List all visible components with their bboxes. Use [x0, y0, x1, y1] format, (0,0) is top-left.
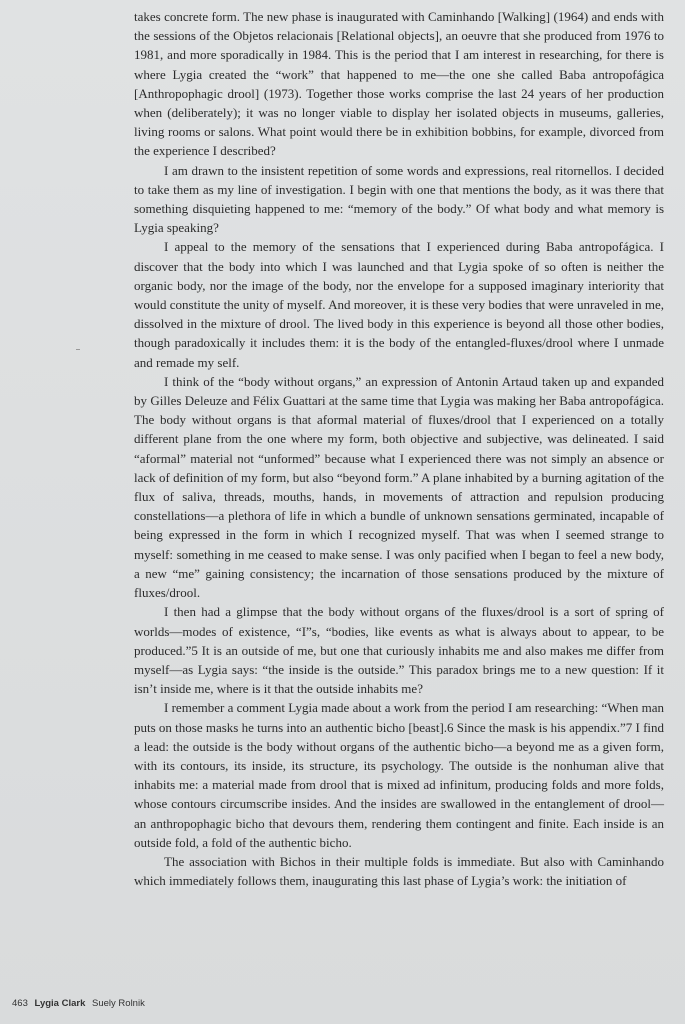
paragraph-6: I remember a comment Lygia made about a work from the period I am researching: “When man puts on those masks he turns into an authentic bicho [beast].6 Since the mask is his appendix.”7 I find a lead: the outside is the body without organs of the authentic bicho—a beyond me as a given form, with its contours, its inside, its structure, its psychology. The outside is the nonhuman alive that inhabits me: a material made from drool that is mixed ad infinitum, producing folds and more folds, whose contours circumscribe insides. And the insides are swallowed in the entanglement of drool—an anthropophagic bicho that devours them, rendering them contingent and finite. Each inside is an outside fold, a fold of the authentic bicho. — [134, 700, 665, 850]
author-name: Suely Rolnik — [92, 998, 145, 1009]
paragraph-4: I think of the “body without organs,” an expression of Antonin Artaud taken up and expanded by Gilles Deleuze and Félix Guattari at the same time that Lygia was making her Baba antropofágica. The body without organs is that aformal material of fluxes/drool that I experienced on a totally different plane from the one where my form, both objective and subjective, was delineated. I said “aformal” material not “unformed” because what I experienced there was not simply an absence or lack of definition of my form, but also “beyond form.” A plane inhabited by a burning agitation of the flux of saliva, threads, mouths, hands, in movements of attraction and repulsion producing constellations—a plethora of life in which a bundle of unknown sensations germinated, incapable of being expressed in the form in which I recognized myself. That was when I seemed strange to myself: something in me ceased to make sense. I was only pacified when I began to feel a new body, a new “me” gaining consistency; the incarnation of those sensations produced by the mixture of fluxes/drool. — [134, 373, 664, 601]
paragraph-3: I appeal to the memory of the sensations that I experienced during Baba antropofágica. I discover that the body into which I was launched and that Lygia spoke of so often is neither the organic body, nor the image of the body, nor the envelope for a supposed imaginary interiority that would constitute the unity of myself. And moreover, it is these very bodies that were unraveled in me, dissolved in the mixture of drool. The lived body in this experience is beyond all those other bodies, though paradoxically it includes them: it is the body of the entangled-fluxes/drool where I unmade and remade my self. — [134, 239, 664, 370]
paragraph-1: takes concrete form. The new phase is inaugurated with Caminhando [Walking] (1964) and ends with the sessions of the Objetos relacionais [Relational objects], an oeuvre that she produced from 1976 to 1981, and more sporadically in 1984. This is the period that I am interest in researching, for there is where Lygia created the “work” that happened to me—the one she called Baba antropofágica [Anthropophagic drool] (1973). Together those works comprise the last 24 years of her production when (deliberately); it was no longer viable to display her isolated objects in museums, galleries, living rooms or salons. What point would there be in exhibition bobbins, for example, divorced from the experience I described? — [134, 9, 664, 159]
paragraph-7: The association with Bichos in their multiple folds is immediate. But also with Caminhando which immediately follows them, inaugurating this last phase of Lygia’s work: the initiation of — [134, 853, 664, 889]
paragraph-2: I am drawn to the insistent repetition of some words and expressions, real ritornellos. I decided to take them as my line of investigation. I begin with one that mentions the body, as it was there that something disquieting happened to me: “memory of the body.” Of what body and what memory is Lygia speaking? — [134, 162, 664, 236]
page-footer — [12, 998, 145, 1009]
paragraph-5: I then had a glimpse that the body without organs of the fluxes/drool is a sort of spring of worlds—modes of existence, “I”s, “bodies, like events as what is always about to appear, to be produced.”5 It is an outside of me, but one that curiously inhabits me and also makes me differ from myself—as Lygia says: “the inside is the outside.” This paradox brings me to a new question: If it isn’t inside me, where is it that the outside inhabits me? — [134, 604, 664, 697]
body-text — [134, 7, 664, 890]
margin-mark — [76, 349, 80, 350]
page-number: 463 — [12, 998, 28, 1009]
book-title: Lygia Clark — [34, 998, 86, 1009]
